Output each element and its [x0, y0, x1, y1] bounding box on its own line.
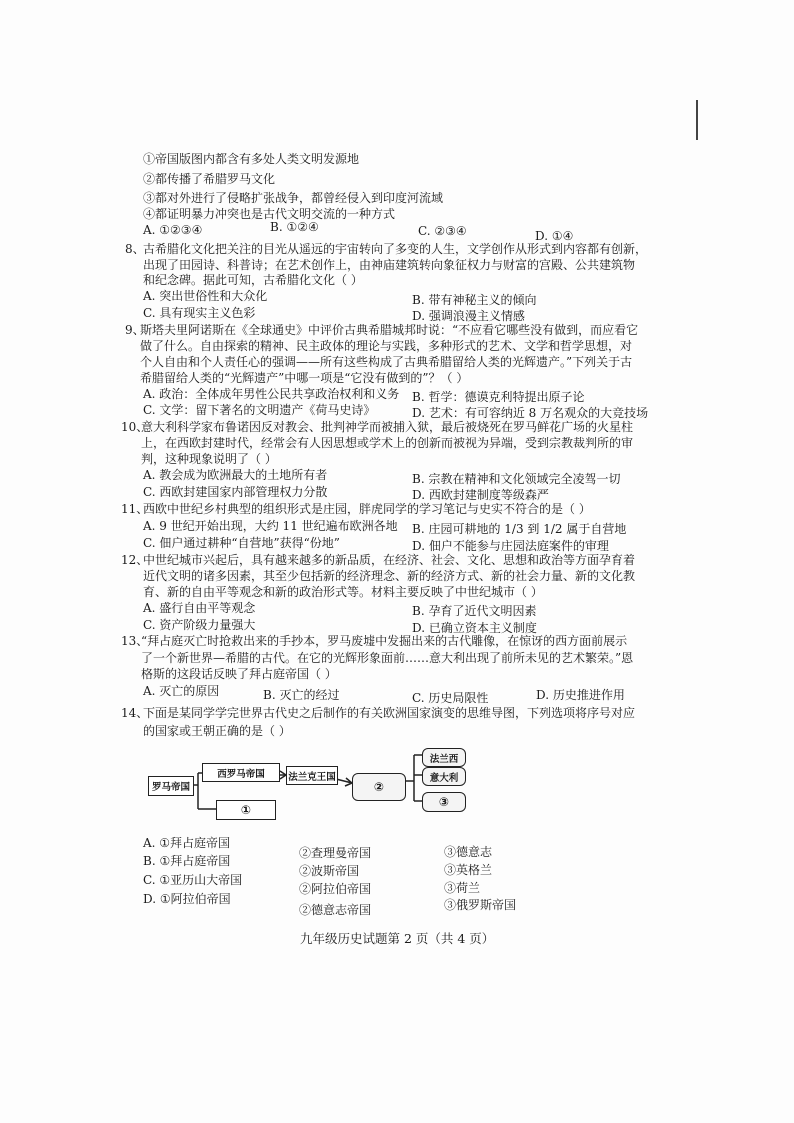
q10-number: 10、: [121, 420, 149, 434]
q10-choice-a: A. 教会成为欧洲最大的土地所有者: [143, 468, 328, 482]
node-france: 法兰西: [422, 748, 466, 767]
q8-line-2: 出现了田园诗、科普诗；在艺术创作上，由神庙建筑转向象征权力与财富的宫殿、公共建筑物: [143, 258, 636, 272]
q10-line-2: 上，在西欧封建时代，经常会有人因思想或学术上的创新而被视为异端，受到宗教裁判所的审: [141, 436, 634, 450]
node-slot-2: ②: [352, 773, 406, 801]
q12-number: 12、: [121, 553, 149, 567]
q8-line-1: 古希腊化文化把关注的目光从遥远的宇宙转向了多变的人生，文学创作从形式到内容都有创新，: [143, 242, 648, 256]
q13-choice-d: D. 历史推进作用: [536, 688, 625, 702]
q10-choice-b: B. 宗教在精神和文化领域完全凌驾一切: [412, 472, 621, 486]
q8-line-3: 和纪念碑。据此可知，古希腊化文化（ ）: [143, 273, 363, 287]
q14-number: 14、: [121, 706, 149, 720]
q12-choice-a: A. 盛行自由平等观念: [143, 601, 256, 615]
q14-choice-b-3: ③英格兰: [444, 863, 493, 877]
q7-choice-c: C. ②③④: [418, 224, 467, 238]
q13-line-3: 格斯的这段话反映了拜占庭帝国（ ）: [141, 667, 337, 681]
q12-choice-c: C. 资产阶级力量强大: [143, 618, 256, 632]
q9-choice-b: B. 哲学：德谟克利特提出原子论: [412, 390, 585, 404]
q13-line-1: “拜占庭灭亡时抢救出来的手抄本，罗马废墟中发掘出来的古代雕像，在惊讶的西方面前展示: [141, 634, 628, 648]
q14-choice-a-3: ③德意志: [444, 845, 493, 859]
q11-choice-b: B. 庄园可耕地的 1/3 到 1/2 属于自营地: [412, 522, 627, 536]
q7-choice-a: A. ①②③④: [143, 223, 203, 237]
q9-choice-a: A. 政治：全体成年男性公民共享政治权利和义务: [143, 387, 400, 401]
q14-choice-d-3: ③俄罗斯帝国: [444, 898, 517, 912]
q9-line-1: 斯塔夫里阿诺斯在《全球通史》中评价古典希腊城邦时说：“不应看它哪些没有做到，而应看它: [140, 323, 639, 337]
option-2: ②都传播了希腊罗马文化: [143, 172, 276, 186]
q12-choice-d: D. 已确立资本主义制度: [412, 621, 537, 635]
q14-line-1: 下面是某同学学完世界古代史之后制作的有关欧洲国家演变的思维导图，下列选项将序号对应: [143, 706, 636, 720]
q14-line-2: 的国家或王朝正确的是（ ）: [143, 724, 291, 738]
q14-choice-d-2: ②德意志帝国: [299, 903, 372, 917]
node-roman-empire: 罗马帝国: [148, 776, 194, 796]
q10-line-3: 判，这种现象说明了（ ）: [141, 452, 277, 466]
q10-choice-d: D. 西欧封建制度等级森严: [412, 488, 549, 502]
q13-choice-a: A. 灭亡的原因: [143, 684, 220, 698]
node-frankish-kingdom: 法兰克王国: [286, 766, 338, 785]
q9-choice-c: C. 文学：留下著名的文明遗产《荷马史诗》: [143, 403, 376, 417]
q13-choice-c: C. 历史局限性: [412, 691, 489, 705]
q9-line-4: 希腊留给人类的“光辉遗产”中哪一项是“它没有做到的”？（ ）: [140, 371, 469, 385]
q8-choice-c: C. 具有现实主义色彩: [143, 306, 256, 320]
q14-choice-a-2: ②查理曼帝国: [299, 846, 372, 860]
q10-line-1: 意大利科学家布鲁诺因反对教会、批判神学而被捕入狱，最后被烧死在罗马鲜花广场的火星柱: [141, 420, 634, 434]
q14-choice-c-2: ②阿拉伯帝国: [299, 882, 372, 896]
node-slot-1: ①: [216, 800, 276, 820]
q8-choice-a: A. 突出世俗性和大众化: [143, 289, 268, 303]
q14-choice-b-1: B. ①拜占庭帝国: [143, 854, 231, 868]
q8-choice-b: B. 带有神秘主义的倾向: [412, 293, 537, 307]
q12-line-1: 中世纪城市兴起后，具有越来越多的新品质，在经济、社会、文化、思想和政治等方面孕育着: [143, 553, 636, 567]
q8-choice-d: D. 强调浪漫主义情感: [412, 309, 525, 323]
q13-number: 13、: [121, 634, 149, 648]
q13-line-2: 了一个新世界—希腊的古代。在它的光辉形象面前……意大利出现了前所未见的艺术繁荣。”恩: [141, 651, 634, 665]
q7-choice-d: D. ①④: [535, 229, 574, 243]
q7-choice-b: B. ①②④: [270, 220, 319, 234]
q9-line-3: 个人自由和个人责任心的强调——所有这些构成了古典希腊留给人类的光辉遗产。”下列关于古: [140, 355, 633, 369]
page-footer: 九年级历史试题第 2 页（共 4 页）: [300, 931, 495, 946]
q10-choice-c: C. 西欧封建国家内部管理权力分散: [143, 485, 328, 499]
node-slot-3: ③: [422, 792, 466, 812]
q14-choice-d-1: D. ①阿拉伯帝国: [143, 892, 231, 906]
q14-choice-a-1: A. ①拜占庭帝国: [143, 836, 231, 850]
q14-choice-c-3: ③荷兰: [444, 881, 481, 895]
q14-choice-c-1: C. ①亚历山大帝国: [143, 873, 243, 887]
q9-choice-d: D. 艺术：有可容纳近 8 万名观众的大竞技场: [412, 406, 649, 420]
option-4: ④都证明暴力冲突也是古代文明交流的一种方式: [143, 207, 396, 221]
q11-number: 11、: [121, 502, 149, 516]
q11-line-1: 西欧中世纪乡村典型的组织形式是庄园，胖虎同学的学习笔记与史实不符合的是（ ）: [143, 502, 591, 516]
option-3: ③都对外进行了侵略扩张战争，都曾经侵入到印度河流域: [143, 191, 444, 205]
q11-choice-a: A. 9 世纪开始出现，大约 11 世纪遍布欧洲各地: [143, 519, 398, 533]
q12-choice-b: B. 孕育了近代文明因素: [412, 604, 537, 618]
q11-choice-d: D. 佃户不能参与庄园法庭案件的审理: [412, 539, 609, 553]
q12-line-3: 育、新的自由平等观念和新的政治形式等。材料主要反映了中世纪城市（ ）: [143, 585, 543, 599]
q14-choice-b-2: ②波斯帝国: [299, 864, 360, 878]
q9-number: 9、: [125, 323, 145, 337]
option-1: ①帝国版图内都含有多处人类文明发源地: [143, 152, 360, 166]
node-italy: 意大利: [422, 767, 466, 786]
scan-edge-mark: [696, 100, 698, 140]
q12-line-2: 近代文明的诸多因素，其至少包括新的经济理念、新的经济方式、新的社会力量、新的文化教: [143, 569, 636, 583]
q13-choice-b: B. 灭亡的经过: [263, 688, 340, 702]
q8-number: 8、: [125, 242, 145, 256]
node-western-roman-empire: 西罗马帝国: [202, 763, 280, 782]
q11-choice-c: C. 佃户通过耕种“自营地”获得“份地”: [143, 536, 340, 550]
q9-line-2: 做了什么。自由探索的精神、民主政体的理论与实践，多种形式的艺术、文学和哲学思想，对: [140, 339, 633, 353]
